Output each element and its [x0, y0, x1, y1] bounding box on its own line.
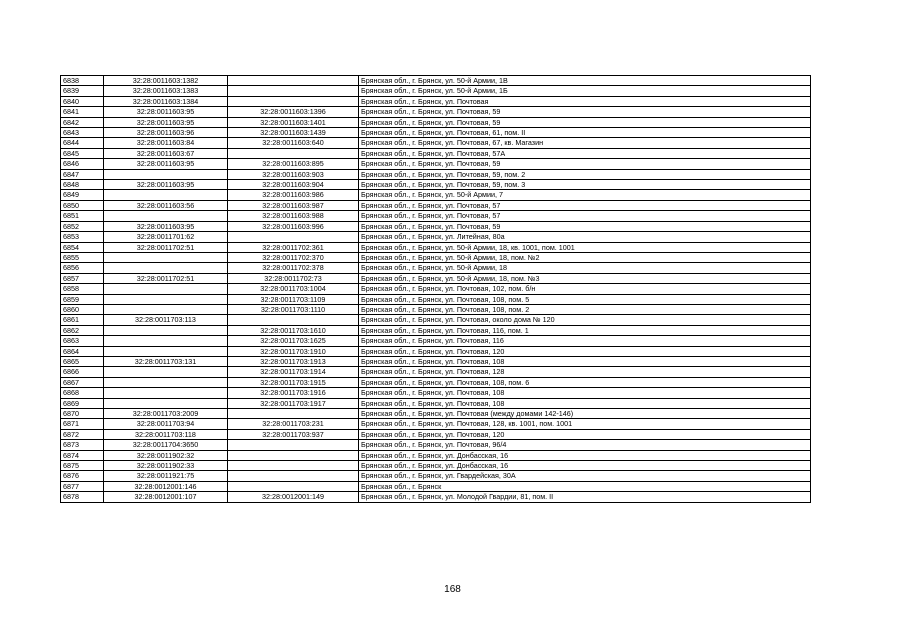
parent-cadastral-number-cell: 32:28:0011603:95: [104, 180, 228, 190]
parent-cadastral-number-cell: 32:28:0011603:95: [104, 159, 228, 169]
table-row: [61, 440, 811, 450]
row-number-cell: 6876: [61, 471, 104, 481]
address-cell: Брянская обл., г. Брянск, ул. Литейная, 80а: [359, 232, 811, 242]
parent-cadastral-number-cell: 32:28:0012001:146: [104, 481, 228, 491]
address-cell: Брянская обл., г. Брянск, ул. Почтовая, 59, пом. 3: [359, 180, 811, 190]
table-row: [61, 242, 811, 252]
row-number-cell: 6872: [61, 429, 104, 439]
row-number-cell: 6869: [61, 398, 104, 408]
parent-cadastral-number-cell: [104, 294, 228, 304]
parent-cadastral-number-cell: 32:28:0011703:2009: [104, 409, 228, 419]
cadastral-number-cell: 32:28:0011703:1915: [228, 377, 359, 387]
row-number-cell: 6875: [61, 461, 104, 471]
table-row: [61, 180, 811, 190]
table-row: [61, 221, 811, 231]
row-number-cell: 6860: [61, 304, 104, 314]
address-cell: Брянская обл., г. Брянск, ул. 50-й Армии, 18: [359, 263, 811, 273]
cadastral-number-cell: 32:28:0011703:1917: [228, 398, 359, 408]
parent-cadastral-number-cell: 32:28:0011703:94: [104, 419, 228, 429]
parent-cadastral-number-cell: 32:28:0011603:56: [104, 200, 228, 210]
address-cell: Брянская обл., г. Брянск, ул. Почтовая, 59: [359, 159, 811, 169]
cadastral-number-cell: 32:28:0011703:231: [228, 419, 359, 429]
address-cell: Брянская обл., г. Брянск, ул. Почтовая, 108, пом. 6: [359, 377, 811, 387]
cadastral-number-cell: 32:28:0011703:1625: [228, 336, 359, 346]
address-cell: Брянская обл., г. Брянск, ул. Почтовая: [359, 96, 811, 106]
address-cell: Брянская обл., г. Брянск, ул. Почтовая, 108: [359, 356, 811, 366]
table-row: [61, 252, 811, 262]
parent-cadastral-number-cell: [104, 211, 228, 221]
parent-cadastral-number-cell: 32:28:0011703:113: [104, 315, 228, 325]
row-number-cell: 6846: [61, 159, 104, 169]
row-number-cell: 6841: [61, 107, 104, 117]
table-row: [61, 409, 811, 419]
table-row: [61, 429, 811, 439]
table-row: [61, 96, 811, 106]
row-number-cell: 6865: [61, 356, 104, 366]
parent-cadastral-number-cell: 32:28:0011603:1382: [104, 76, 228, 86]
address-cell: Брянская обл., г. Брянск: [359, 481, 811, 491]
address-cell: Брянская обл., г. Брянск, ул. Почтовая, 57А: [359, 148, 811, 158]
table-row: [61, 492, 811, 502]
cadastral-number-cell: 32:28:0011603:1401: [228, 117, 359, 127]
table-row: [61, 481, 811, 491]
page-number: 168: [444, 584, 461, 595]
row-number-cell: 6848: [61, 180, 104, 190]
address-cell: Брянская обл., г. Брянск, ул. 50-й Армии, 18, пом. №3: [359, 273, 811, 283]
cadastral-number-cell: [228, 471, 359, 481]
row-number-cell: 6855: [61, 252, 104, 262]
row-number-cell: 6858: [61, 284, 104, 294]
table-row: [61, 148, 811, 158]
parent-cadastral-number-cell: [104, 252, 228, 262]
table-row: [61, 315, 811, 325]
row-number-cell: 6862: [61, 325, 104, 335]
table-row: [61, 211, 811, 221]
table-row: [61, 273, 811, 283]
cadastral-number-cell: 32:28:0011703:937: [228, 429, 359, 439]
parent-cadastral-number-cell: 32:28:0011702:51: [104, 273, 228, 283]
row-number-cell: 6866: [61, 367, 104, 377]
address-cell: Брянская обл., г. Брянск, ул. Почтовая (между домами 142-146): [359, 409, 811, 419]
cadastral-number-cell: [228, 76, 359, 86]
cadastral-number-cell: 32:28:0011703:1910: [228, 346, 359, 356]
parent-cadastral-number-cell: [104, 263, 228, 273]
address-cell: Брянская обл., г. Брянск, ул. Почтовая, 108: [359, 398, 811, 408]
address-cell: Брянская обл., г. Брянск, ул. Почтовая, 57: [359, 211, 811, 221]
address-cell: Брянская обл., г. Брянск, ул. Почтовая, 102, пом. б/н: [359, 284, 811, 294]
address-cell: Брянская обл., г. Брянск, ул. Почтовая, 108, пом. 2: [359, 304, 811, 314]
row-number-cell: 6863: [61, 336, 104, 346]
address-cell: Брянская обл., г. Брянск, ул. Почтовая, 59: [359, 221, 811, 231]
table-row: [61, 419, 811, 429]
cadastral-number-cell: 32:28:0011603:986: [228, 190, 359, 200]
row-number-cell: 6851: [61, 211, 104, 221]
table-row: [61, 461, 811, 471]
table-row: [61, 76, 811, 86]
parent-cadastral-number-cell: 32:28:0011603:1384: [104, 96, 228, 106]
row-number-cell: 6852: [61, 221, 104, 231]
parent-cadastral-number-cell: [104, 284, 228, 294]
address-cell: Брянская обл., г. Брянск, ул. Почтовая, около дома № 120: [359, 315, 811, 325]
address-cell: Брянская обл., г. Брянск, ул. Донбасская, 16: [359, 450, 811, 460]
cadastral-number-cell: [228, 461, 359, 471]
cadastral-number-cell: 32:28:0011702:378: [228, 263, 359, 273]
address-cell: Брянская обл., г. Брянск, ул. Почтовая, 67, кв. Магазин: [359, 138, 811, 148]
table-row: [61, 450, 811, 460]
table-row: [61, 138, 811, 148]
row-number-cell: 6845: [61, 148, 104, 158]
parent-cadastral-number-cell: 32:28:0011703:118: [104, 429, 228, 439]
cadastral-number-cell: [228, 481, 359, 491]
row-number-cell: 6839: [61, 86, 104, 96]
row-number-cell: 6847: [61, 169, 104, 179]
table-row: [61, 232, 811, 242]
parent-cadastral-number-cell: 32:28:0011603:1383: [104, 86, 228, 96]
cadastral-number-cell: 32:28:0012001:149: [228, 492, 359, 502]
parent-cadastral-number-cell: 32:28:0011902:33: [104, 461, 228, 471]
cadastral-number-cell: [228, 450, 359, 460]
table-row: [61, 388, 811, 398]
cadastral-number-cell: 32:28:0011703:1914: [228, 367, 359, 377]
cadastral-number-cell: [228, 96, 359, 106]
cadastral-number-cell: [228, 440, 359, 450]
address-cell: Брянская обл., г. Брянск, ул. Почтовая, 120: [359, 346, 811, 356]
registry-table-body: [61, 76, 811, 503]
cadastral-number-cell: 32:28:0011703:1610: [228, 325, 359, 335]
row-number-cell: 6870: [61, 409, 104, 419]
table-row: [61, 336, 811, 346]
row-number-cell: 6867: [61, 377, 104, 387]
table-row: [61, 86, 811, 96]
row-number-cell: 6873: [61, 440, 104, 450]
address-cell: Брянская обл., г. Брянск, ул. 50-й Армии, 18, кв. 1001, пом. 1001: [359, 242, 811, 252]
table-row: [61, 128, 811, 138]
cadastral-number-cell: 32:28:0011603:988: [228, 211, 359, 221]
row-number-cell: 6856: [61, 263, 104, 273]
cadastral-number-cell: 32:28:0011703:1916: [228, 388, 359, 398]
address-cell: Брянская обл., г. Брянск, ул. Почтовая, 59: [359, 107, 811, 117]
row-number-cell: 6874: [61, 450, 104, 460]
parent-cadastral-number-cell: 32:28:0012001:107: [104, 492, 228, 502]
table-row: [61, 190, 811, 200]
parent-cadastral-number-cell: [104, 388, 228, 398]
table-row: [61, 398, 811, 408]
parent-cadastral-number-cell: [104, 367, 228, 377]
cadastral-number-cell: 32:28:0011702:370: [228, 252, 359, 262]
cadastral-number-cell: [228, 148, 359, 158]
address-cell: Брянская обл., г. Брянск, ул. Почтовая, 59, пом. 2: [359, 169, 811, 179]
row-number-cell: 6877: [61, 481, 104, 491]
parent-cadastral-number-cell: [104, 190, 228, 200]
parent-cadastral-number-cell: [104, 304, 228, 314]
address-cell: Брянская обл., г. Брянск, ул. Гвардейская, 30А: [359, 471, 811, 481]
parent-cadastral-number-cell: 32:28:0011703:131: [104, 356, 228, 366]
row-number-cell: 6850: [61, 200, 104, 210]
row-number-cell: 6840: [61, 96, 104, 106]
address-cell: Брянская обл., г. Брянск, ул. 50-й Армии, 18, пом. №2: [359, 252, 811, 262]
cadastral-number-cell: 32:28:0011603:987: [228, 200, 359, 210]
cadastral-number-cell: 32:28:0011703:1109: [228, 294, 359, 304]
address-cell: Брянская обл., г. Брянск, ул. Почтовая, 96/4: [359, 440, 811, 450]
row-number-cell: 6844: [61, 138, 104, 148]
row-number-cell: 6861: [61, 315, 104, 325]
row-number-cell: 6849: [61, 190, 104, 200]
address-cell: Брянская обл., г. Брянск, ул. Почтовая, 108, пом. 5: [359, 294, 811, 304]
parent-cadastral-number-cell: 32:28:0011603:95: [104, 117, 228, 127]
parent-cadastral-number-cell: [104, 377, 228, 387]
address-cell: Брянская обл., г. Брянск, ул. Почтовая, 120: [359, 429, 811, 439]
table-row: [61, 356, 811, 366]
table-row: [61, 107, 811, 117]
address-cell: Брянская обл., г. Брянск, ул. Почтовая, 128, кв. 1001, пом. 1001: [359, 419, 811, 429]
cadastral-number-cell: [228, 86, 359, 96]
cadastral-number-cell: 32:28:0011603:903: [228, 169, 359, 179]
parent-cadastral-number-cell: 32:28:0011603:84: [104, 138, 228, 148]
cadastral-number-cell: 32:28:0011703:1110: [228, 304, 359, 314]
parent-cadastral-number-cell: [104, 325, 228, 335]
parent-cadastral-number-cell: [104, 169, 228, 179]
address-cell: Брянская обл., г. Брянск, ул. 50-й Армии, 7: [359, 190, 811, 200]
table-row: [61, 325, 811, 335]
cadastral-number-cell: 32:28:0011702:361: [228, 242, 359, 252]
cadastral-number-cell: 32:28:0011702:73: [228, 273, 359, 283]
table-row: [61, 284, 811, 294]
cadastral-number-cell: 32:28:0011603:996: [228, 221, 359, 231]
cadastral-number-cell: [228, 232, 359, 242]
table-row: [61, 346, 811, 356]
cadastral-number-cell: 32:28:0011603:640: [228, 138, 359, 148]
row-number-cell: 6857: [61, 273, 104, 283]
address-cell: Брянская обл., г. Брянск, ул. Почтовая, 116: [359, 336, 811, 346]
parent-cadastral-number-cell: 32:28:0011902:32: [104, 450, 228, 460]
table-row: [61, 471, 811, 481]
cadastral-number-cell: [228, 315, 359, 325]
cadastral-number-cell: 32:28:0011603:1439: [228, 128, 359, 138]
row-number-cell: 6853: [61, 232, 104, 242]
table-row: [61, 117, 811, 127]
row-number-cell: 6859: [61, 294, 104, 304]
table-row: [61, 263, 811, 273]
address-cell: Брянская обл., г. Брянск, ул. 50-й Армии, 1В: [359, 76, 811, 86]
parent-cadastral-number-cell: [104, 398, 228, 408]
row-number-cell: 6843: [61, 128, 104, 138]
parent-cadastral-number-cell: 32:28:0011603:95: [104, 221, 228, 231]
cadastral-number-cell: 32:28:0011703:1004: [228, 284, 359, 294]
parent-cadastral-number-cell: 32:28:0011921:75: [104, 471, 228, 481]
address-cell: Брянская обл., г. Брянск, ул. Почтовая, 59: [359, 117, 811, 127]
cadastral-number-cell: 32:28:0011603:904: [228, 180, 359, 190]
table-row: [61, 367, 811, 377]
cadastral-number-cell: [228, 409, 359, 419]
parent-cadastral-number-cell: 32:28:0011701:62: [104, 232, 228, 242]
cadastral-number-cell: 32:28:0011603:1396: [228, 107, 359, 117]
parent-cadastral-number-cell: 32:28:0011603:67: [104, 148, 228, 158]
parent-cadastral-number-cell: 32:28:0011702:51: [104, 242, 228, 252]
parent-cadastral-number-cell: [104, 336, 228, 346]
address-cell: Брянская обл., г. Брянск, ул. Почтовая, 108: [359, 388, 811, 398]
row-number-cell: 6854: [61, 242, 104, 252]
parent-cadastral-number-cell: 32:28:0011603:96: [104, 128, 228, 138]
table-row: [61, 159, 811, 169]
row-number-cell: 6868: [61, 388, 104, 398]
row-number-cell: 6864: [61, 346, 104, 356]
table-row: [61, 200, 811, 210]
address-cell: Брянская обл., г. Брянск, ул. Почтовая, 57: [359, 200, 811, 210]
address-cell: Брянская обл., г. Брянск, ул. Почтовая, 61, пом. II: [359, 128, 811, 138]
table-row: [61, 294, 811, 304]
address-cell: Брянская обл., г. Брянск, ул. Молодой Гвардии, 81, пом. II: [359, 492, 811, 502]
address-cell: Брянская обл., г. Брянск, ул. Донбасская, 16: [359, 461, 811, 471]
row-number-cell: 6871: [61, 419, 104, 429]
table-row: [61, 377, 811, 387]
address-cell: Брянская обл., г. Брянск, ул. Почтовая, 128: [359, 367, 811, 377]
cadastral-number-cell: 32:28:0011703:1913: [228, 356, 359, 366]
parent-cadastral-number-cell: 32:28:0011704:3650: [104, 440, 228, 450]
row-number-cell: 6878: [61, 492, 104, 502]
parent-cadastral-number-cell: [104, 346, 228, 356]
table-row: [61, 304, 811, 314]
address-cell: Брянская обл., г. Брянск, ул. Почтовая, 116, пом. 1: [359, 325, 811, 335]
registry-table: [60, 75, 811, 503]
table-row: [61, 169, 811, 179]
row-number-cell: 6838: [61, 76, 104, 86]
row-number-cell: 6842: [61, 117, 104, 127]
cadastral-number-cell: 32:28:0011603:895: [228, 159, 359, 169]
parent-cadastral-number-cell: 32:28:0011603:95: [104, 107, 228, 117]
address-cell: Брянская обл., г. Брянск, ул. 50-й Армии, 1Б: [359, 86, 811, 96]
